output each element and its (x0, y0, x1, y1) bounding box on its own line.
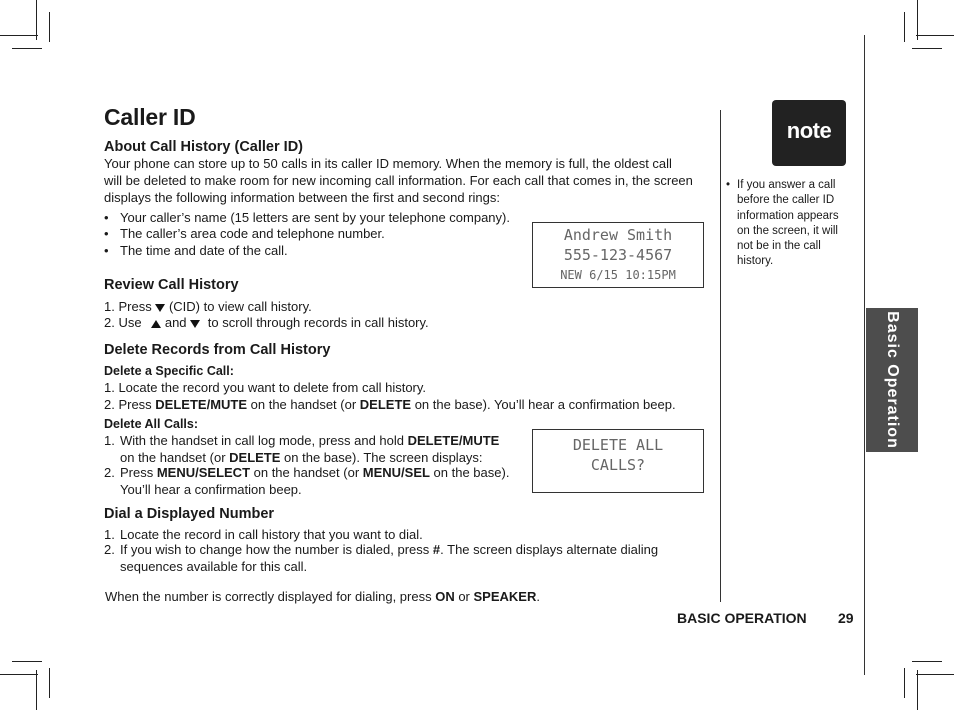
crop-mark (904, 668, 905, 698)
crop-mark (12, 48, 42, 49)
delete-specific-step2: 2. Press DELETE/MUTE on the handset (or DELETE on the base). You’ll hear a confirmation beep. (104, 397, 676, 412)
crop-mark (917, 0, 918, 40)
about-body-line3: displays the following information between the first and second rings: (104, 190, 500, 205)
review-heading: Review Call History (104, 277, 239, 293)
review-step2: 2. Use and to scroll through records in call history. (104, 315, 429, 330)
up-arrow-icon (151, 320, 161, 328)
delete-specific-heading: Delete a Specific Call: (104, 364, 234, 378)
delete-specific-step1: 1. Locate the record you want to delete from call history. (104, 380, 427, 395)
bullet-item: • Your caller’s name (15 letters are sent by your telephone company). (104, 210, 510, 225)
crop-mark (916, 674, 954, 675)
lcd-screen-caller (532, 222, 704, 288)
crop-mark (904, 12, 905, 42)
section-tab: Basic Operation (866, 308, 918, 452)
review-step1: 1. Press (CID) to view call history. (104, 299, 312, 314)
dial-heading: Dial a Displayed Number (104, 506, 275, 522)
crop-mark (36, 0, 37, 40)
bullet-item: • The time and date of the call. (104, 243, 288, 258)
crop-mark (0, 674, 38, 675)
note-icon: note (772, 100, 846, 166)
note-text: • If you answer a call before the caller ID information appears on the screen, it will not be in the call history. (726, 179, 839, 268)
page-number: 29 (838, 610, 854, 626)
down-arrow-icon (190, 320, 200, 328)
dial-step1: 1. Locate the record in call history that you want to dial. (104, 527, 423, 542)
lcd-line: CALLS? (590, 456, 646, 474)
delete-all-step1: 1. With the handset in call log mode, press and hold DELETE/MUTE on the handset (or DELETE on the base). The screen displays: (104, 433, 500, 465)
down-arrow-icon (155, 304, 165, 312)
lcd-screen-delete (532, 429, 704, 493)
lcd-line: NEW 6/15 10:15PM (560, 268, 676, 282)
crop-mark (912, 48, 942, 49)
about-body-line2: will be deleted to make room for new incoming call information. For each call that comes in, the screen (104, 173, 693, 188)
crop-mark (912, 661, 942, 662)
delete-heading: Delete Records from Call History (104, 342, 331, 358)
about-body-line1: Your phone can store up to 50 calls in its caller ID memory. When the memory is full, the oldest call (104, 156, 672, 171)
bullet-item: • The caller’s area code and telephone number. (104, 226, 385, 241)
dial-step2: 2. If you wish to change how the number is dialed, press #. The screen displays alternate dialing sequences available for this call. (104, 542, 659, 574)
column-divider (720, 110, 721, 602)
page-title: Caller ID (104, 104, 196, 130)
about-heading: About Call History (Caller ID) (104, 139, 303, 155)
lcd-line: DELETE ALL (572, 436, 664, 454)
delete-all-heading: Delete All Calls: (104, 417, 199, 431)
crop-mark (916, 35, 954, 36)
footer-section: BASIC OPERATION (677, 610, 807, 626)
crop-mark (49, 12, 50, 42)
lcd-line: Andrew Smith (563, 226, 673, 244)
crop-mark (36, 670, 37, 710)
crop-mark (0, 35, 38, 36)
crop-mark (917, 670, 918, 710)
dial-final: When the number is correctly displayed for dialing, press ON or SPEAKER. (105, 589, 540, 604)
crop-mark (49, 668, 50, 698)
lcd-line: 555-123-4567 (563, 246, 673, 264)
margin-rule (864, 35, 865, 675)
delete-all-step2: 2. Press MENU/SELECT on the handset (or MENU/SEL on the base). You’ll hear a confirmation beep. (104, 465, 510, 497)
crop-mark (12, 661, 42, 662)
